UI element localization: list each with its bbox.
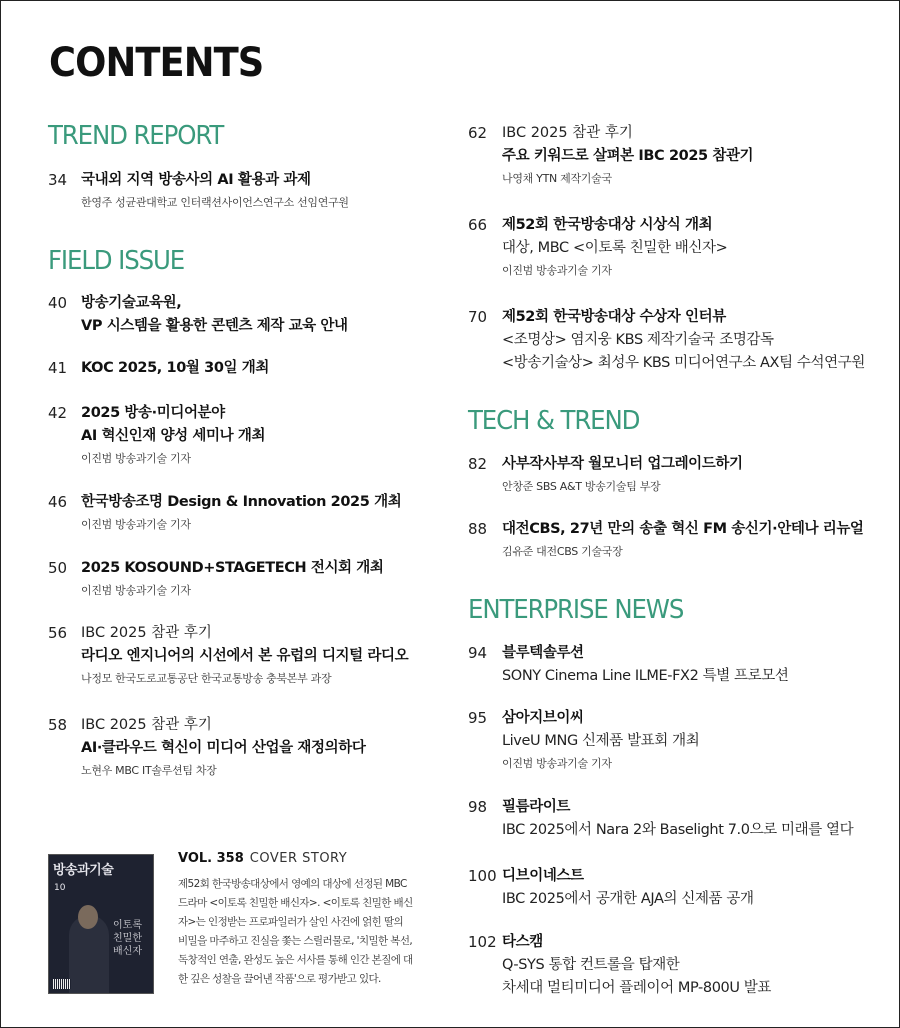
- right-column: [468, 0, 888, 1028]
- section-heading-field-issue: FIELD ISSUE: [48, 246, 185, 276]
- page-number: 66: [468, 216, 488, 234]
- volume-number: VOL. 358: [178, 851, 244, 866]
- page-number: 62: [468, 124, 488, 142]
- entry-subtitle: Q-SYS 통합 컨트롤을 탑재한: [502, 957, 680, 973]
- entry-title: 블루텍솔루션: [502, 645, 584, 661]
- entry-subtitle-line2: <방송기술상> 최성우 KBS 미디어연구소 AX팀 수석연구원: [502, 355, 865, 371]
- entry-subtitle: LiveU MNG 신제품 발표회 개최: [502, 733, 700, 749]
- entry-subtitle-line2: 차세대 멀티미디어 플레이어 MP-800U 발표: [502, 980, 771, 996]
- entry-author: 이진범 방송과기술 기자: [81, 452, 191, 465]
- page-number: 40: [48, 294, 68, 312]
- entry-title: 대전CBS, 27년 만의 송출 혁신 FM 송신기·안테나 리뉴얼: [502, 521, 864, 537]
- page-number: 82: [468, 455, 488, 473]
- page-number: 50: [48, 559, 68, 577]
- entry-subtitle: SONY Cinema Line ILME-FX2 특별 프로모션: [502, 668, 789, 684]
- cover-image: [48, 854, 154, 994]
- page-number: 41: [48, 359, 68, 377]
- entry-author: 이진범 방송과기술 기자: [81, 518, 191, 531]
- cover-calligraphy: 이토록 친밀한 배신자: [113, 920, 142, 957]
- entry-title: 국내외 지역 방송사의 AI 활용과 과제: [81, 172, 311, 188]
- page-number: 102: [468, 933, 497, 951]
- entry-author: 김유준 대전CBS 기술국장: [502, 545, 623, 558]
- entry-title: 디브이네스트: [502, 868, 584, 884]
- entry-author: 안창준 SBS A&T 방송기술팀 부장: [502, 480, 661, 493]
- entry-title: 제52회 한국방송대상 수상자 인터뷰: [502, 309, 726, 325]
- page-number: 56: [48, 624, 68, 642]
- entry-title-line2: VP 시스템을 활용한 콘텐츠 제작 교육 안내: [81, 318, 348, 334]
- entry-kicker: IBC 2025 참관 후기: [81, 717, 212, 733]
- entry-title: 2025 방송·미디어분야: [81, 405, 225, 421]
- cover-description: 제52회 한국방송대상에서 영예의 대상에 선정된 MBC 드라마 <이토록 친밀한 배신자>. <이토록 친밀한 배신자>는 인정받는 프로파일러가 살인 사건에 얽힌 딸의 비밀을 마주하고 진실을 쫓는 스릴러물로, '치밀한 복선, 독창적인 연출, 완성도 높은 서사를 통해 인간 본질에 대한 깊은 성찰을 끌어낸 작품'으로 평가받고 있다.: [178, 878, 413, 985]
- cover-issue-number: 10: [54, 883, 66, 893]
- entry-subtitle: <조명상> 염지웅 KBS 제작기술국 조명감독: [502, 332, 774, 348]
- entry-title: KOC 2025, 10월 30일 개최: [81, 360, 269, 376]
- page-number: 46: [48, 493, 68, 511]
- entry-author: 이진범 방송과기술 기자: [502, 264, 612, 277]
- barcode-icon: [53, 979, 71, 989]
- entry-author: 노현우 MBC IT솔루션팀 차장: [81, 764, 217, 777]
- page-number: 100: [468, 867, 497, 885]
- page-number: 34: [48, 171, 68, 189]
- cover-label: [178, 851, 347, 866]
- page-number: 58: [48, 716, 68, 734]
- page-number: 70: [468, 308, 488, 326]
- cover-magazine-title: 방송과기술: [53, 863, 114, 878]
- entry-author: 이진범 방송과기술 기자: [502, 757, 612, 770]
- entry-title: 한국방송조명 Design & Innovation 2025 개최: [81, 494, 402, 510]
- cover-figure-head: [78, 905, 98, 929]
- entry-subtitle: 대상, MBC <이토록 친밀한 배신자>: [502, 240, 728, 256]
- page-number: 88: [468, 520, 488, 538]
- entry-author: 이진범 방송과기술 기자: [81, 584, 191, 597]
- entry-subtitle: IBC 2025에서 Nara 2와 Baselight 7.0으로 미래를 열다: [502, 822, 854, 838]
- entry-title: AI·클라우드 혁신이 미디어 산업을 재정의하다: [81, 740, 366, 756]
- page-number: 42: [48, 404, 68, 422]
- entry-title: 주요 키워드로 살펴본 IBC 2025 참관기: [502, 148, 754, 164]
- entry-title-line2: AI 혁신인재 양성 세미나 개최: [81, 428, 266, 444]
- entry-title: 사부작사부작 월모니터 업그레이드하기: [502, 456, 743, 472]
- page-title: CONTENTS: [49, 40, 264, 86]
- entry-title: 필름라이트: [502, 799, 571, 815]
- entry-author: 나정모 한국도로교통공단 한국교통방송 충북본부 과장: [81, 672, 332, 685]
- entry-title: 2025 KOSOUND+STAGETECH 전시회 개최: [81, 560, 384, 576]
- entry-subtitle: IBC 2025에서 공개한 AJA의 신제품 공개: [502, 891, 754, 907]
- entry-kicker: IBC 2025 참관 후기: [502, 125, 633, 141]
- entry-title: 타스캠: [502, 934, 543, 950]
- entry-author: 나영채 YTN 제작기술국: [502, 172, 612, 185]
- page-number: 98: [468, 798, 488, 816]
- entry-author: 한영주 성균관대학교 인터랙션사이언스연구소 선임연구원: [81, 196, 349, 209]
- entry-title: 삼아지브이씨: [502, 710, 584, 726]
- entry-kicker: IBC 2025 참관 후기: [81, 625, 212, 641]
- section-heading-enterprise-news: ENTERPRISE NEWS: [468, 595, 684, 625]
- section-heading-tech-trend: TECH & TREND: [468, 406, 640, 436]
- section-heading-trend-report: TREND REPORT: [48, 121, 224, 151]
- entry-title: 라디오 엔지니어의 시선에서 본 유럽의 디지털 라디오: [81, 648, 409, 664]
- page-number: 95: [468, 709, 488, 727]
- entry-title: 방송기술교육원,: [81, 295, 182, 311]
- entry-title: 제52회 한국방송대상 시상식 개최: [502, 217, 713, 233]
- page-number: 94: [468, 644, 488, 662]
- cover-story-label: COVER STORY: [249, 851, 348, 866]
